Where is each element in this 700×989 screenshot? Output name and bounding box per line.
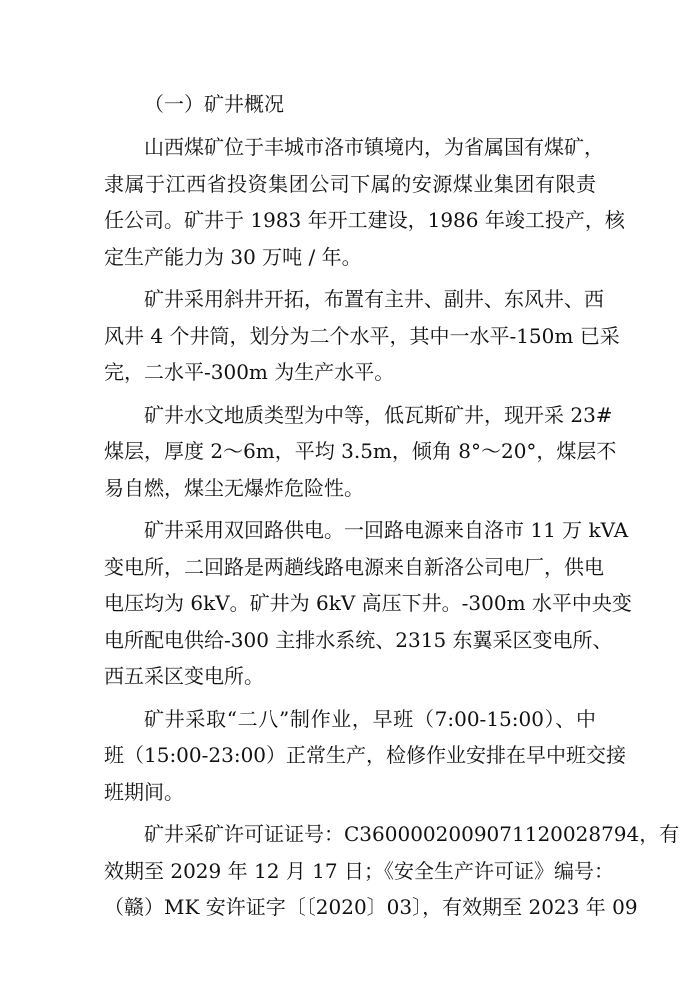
paragraph-line: 变电所，二回路是两趟线路电源来自新洛公司电厂，供电: [104, 554, 604, 579]
paragraph-development: [104, 281, 620, 391]
paragraph-geology: [104, 397, 617, 507]
paragraph-line: 隶属于江西省投资集团公司下属的安源煤业集团有限责: [104, 171, 596, 196]
paragraph-line: 矿井水文地质类型为中等，低瓦斯矿井，现开采 23#: [144, 402, 613, 427]
paragraph-line: 矿井采用斜井开拓，布置有主井、副井、东风井、西: [144, 287, 604, 311]
paragraph-line: 班（15:00-23:00）正常生产，检修作业安排在早中班交接: [104, 743, 627, 767]
paragraph-line: 定生产能力为 30 万吨 / 年。: [104, 244, 362, 269]
paragraph-line: 完，二水平-300m 为生产水平。: [104, 360, 395, 384]
paragraph-line: 煤层，厚度 2～6m，平均 3.5m，倾角 8°～20°，煤层不: [104, 439, 617, 463]
paragraph-line: 矿井采用双回路供电。一回路电源来自洛市 11 万 kVA: [144, 518, 629, 542]
paragraph-overview: [104, 129, 625, 275]
paragraph-line: 矿井采矿许可证证号：C3600002009071120028794，有: [144, 822, 680, 846]
paragraph-line: 电所配电供给-300 主排水系统、2315 东翼采区变电所、: [104, 627, 613, 652]
paragraph-line: 矿井采取“二八”制作业，早班（7:00-15:00）、中: [144, 706, 596, 731]
paragraph-line: 班期间。: [104, 779, 184, 804]
paragraph-line: 西五采区变电所。: [104, 664, 264, 688]
paragraph-line: （赣）MK 安许证字〔〔2020〕03〕，有效期至 2023 年 09: [104, 895, 638, 919]
section-heading: （一）矿井概况: [144, 92, 284, 116]
paragraph-licenses: [104, 816, 680, 926]
paragraph-shifts: [104, 701, 627, 811]
paragraph-line: 任公司。矿井于 1983 年开工建设，1986 年竣工投产，核: [104, 208, 625, 232]
paragraph-line: 效期至 2029 年 12 月 17 日；《安全生产许可证》编号：: [104, 858, 614, 883]
paragraph-line: 风井 4 个井筒，划分为二个水平，其中一水平-150m 已采: [104, 323, 620, 348]
paragraph-line: 山西煤矿位于丰城市洛市镇境内，为省属国有煤矿，: [144, 135, 604, 159]
document-body: [104, 86, 680, 932]
paragraph-line: 电压均为 6kV。矿井为 6kV 高压下井。-300m 水平中央变: [104, 591, 632, 615]
paragraph-line: 易自燃，煤尘无爆炸危险性。: [104, 475, 364, 500]
paragraph-power-supply: [104, 512, 632, 695]
